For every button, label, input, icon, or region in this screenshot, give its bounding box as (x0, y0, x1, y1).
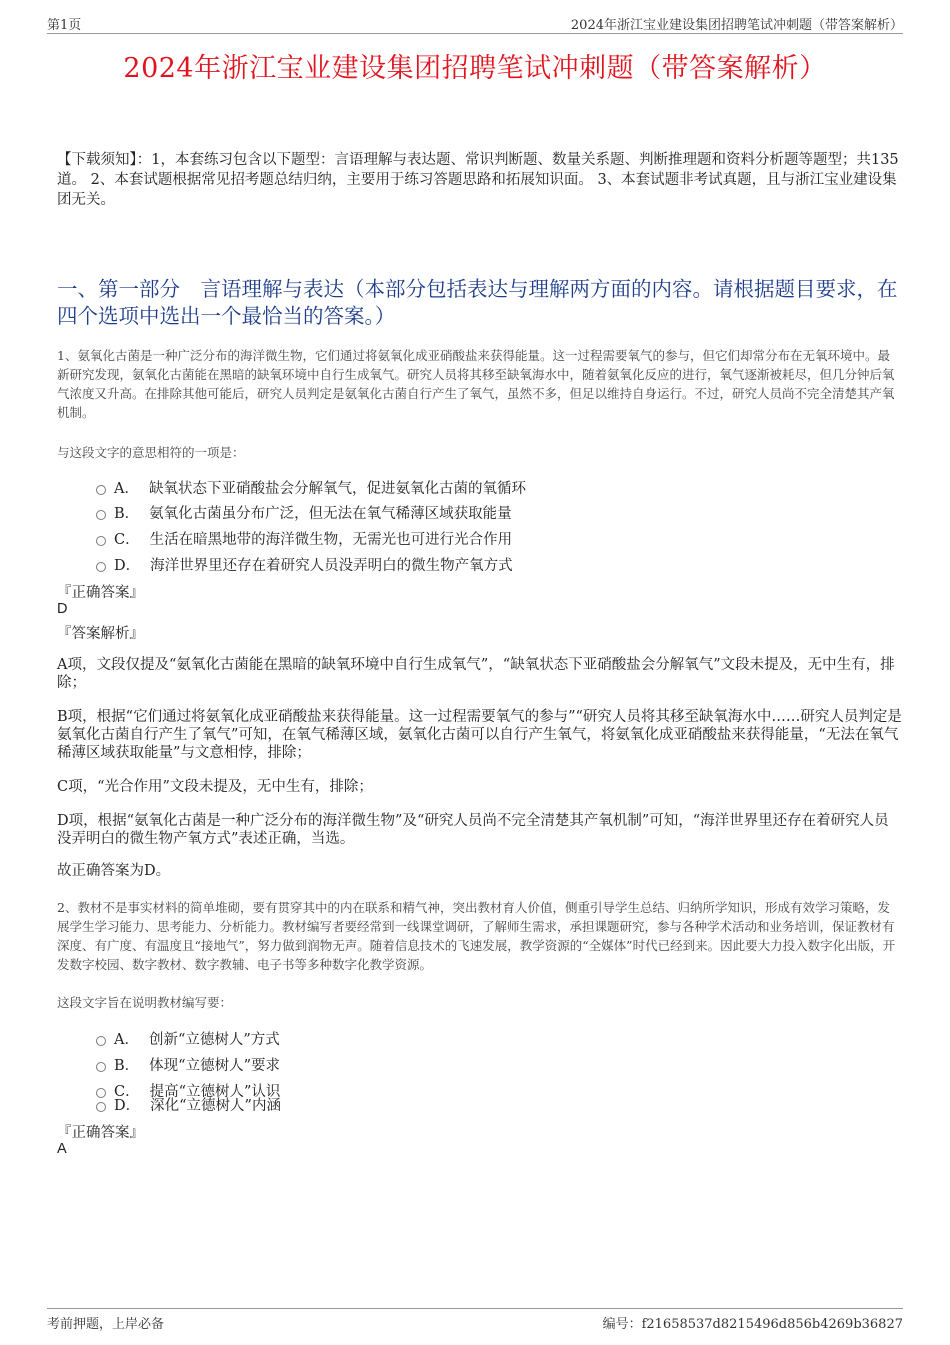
question-1-analysis-a: A项，文段仅提及“氨氧化古菌能在黑暗的缺氧环境中自行生成氧气”，“缺氧状态下亚硝酸盐会分解氧气”文段未提及，无中生有，排除； (57, 657, 895, 691)
question-1-answer: D (57, 601, 68, 617)
question-2-prompt: 这段文字旨在说明教材编写要： (57, 995, 233, 1010)
option-text: 海洋世界里还存在着研究人员没弄明白的微生物产氧方式 (150, 558, 513, 574)
footer-serial: 编号：f21658537d8215496d856b4269b36827 (602, 1317, 903, 1332)
question-1-conclusion: 故正确答案为D。 (57, 863, 171, 879)
option-letter: C． (114, 532, 140, 548)
question-2-option-b[interactable] (96, 1054, 280, 1075)
download-notice: 【下载须知】：1，本套练习包含以下题型：言语理解与表达题、常识判断题、数量关系题、判断推理题和资料分析题等题型；共135道。 2、本套试题根据常见招考题总结归纳，主要用于练习答题思路和拓展知识面。 3、本套试题非考试真题，且与浙江宝业建设集团无关。 (57, 152, 899, 208)
option-letter: D． (114, 558, 141, 574)
radio-icon[interactable] (96, 562, 106, 572)
radio-icon[interactable] (96, 1062, 106, 1072)
radio-icon[interactable] (96, 1102, 106, 1112)
option-letter: B． (114, 1058, 140, 1074)
header-page-number: 第1页 (47, 18, 82, 33)
option-letter: C． (114, 1084, 140, 1100)
question-1-answer-label: 『正确答案』 (57, 585, 144, 601)
option-text: 体现“立德树人”要求 (149, 1058, 280, 1074)
option-letter: A． (114, 481, 139, 497)
question-1-analysis-b: B项，根据“它们通过将氨氧化成亚硝酸盐来获得能量。这一过程需要氧气的参与”“研究人员将其移至缺氧海水中……研究人员判定是氨氧化古菌自行产生了氧气”可知，在氧气稀薄区域，氨氧化古菌可以自行产生氧气，将氨氧化成亚硝酸盐来获得能量，“无法在氧气稀薄区域获取能量”与文意相悖，排除； (57, 709, 902, 761)
question-2-option-a[interactable] (96, 1028, 280, 1049)
option-text: 氨氧化古菌虽分布广泛，但无法在氧气稀薄区域获取能量 (149, 506, 512, 522)
question-1-analysis-label: 『答案解析』 (57, 626, 144, 642)
page-title: 2024年浙江宝业建设集团招聘笔试冲刺题（带答案解析） (123, 53, 827, 84)
option-letter: A． (114, 1032, 139, 1048)
question-1-stem: 1、氨氧化古菌是一种广泛分布的海洋微生物，它们通过将氨氧化成亚硝酸盐来获得能量。这一过程需要氧气的参与，但它们却常分布在无氧环境中。最新研究发现，氨氧化古菌能在黑暗的缺氧环境中自行生成氧气。研究人员将其移至缺氧海水中，随着氨氧化反应的进行，氧气逐渐被耗尽，但几分钟后氧气浓度又升高。在排除其他可能后，研究人员判定是氨氧化古菌自行产生了氧气，虽然不多，但足以维持自身运行。不过，研究人员尚不完全清楚其产氧机制。 (57, 348, 895, 420)
option-text: 深化“立德树人”内涵 (150, 1098, 281, 1114)
section-heading: 一、第一部分 言语理解与表达（本部分包括表达与理解两方面的内容。请根据题目要求，在四个选项中选出一个最恰当的答案。） (57, 277, 898, 328)
question-2-answer-label: 『正确答案』 (57, 1125, 144, 1141)
question-1-option-a[interactable] (96, 477, 526, 498)
header-divider (47, 33, 903, 34)
option-text: 缺氧状态下亚硝酸盐会分解氧气，促进氨氧化古菌的氧循环 (148, 481, 526, 497)
question-1-prompt: 与这段文字的意思相符的一项是： (57, 445, 245, 460)
option-letter: D． (114, 1098, 141, 1114)
option-letter: B． (114, 506, 140, 522)
radio-icon[interactable] (96, 1036, 106, 1046)
footer-divider (47, 1308, 903, 1309)
question-1-option-c[interactable] (96, 528, 512, 549)
question-1-analysis-d: D项，根据“氨氧化古菌是一种广泛分布的海洋微生物”及“研究人员尚不完全清楚其产氧机制”可知，“海洋世界里还存在着研究人员没弄明白的微生物产氧方式”表述正确，当选。 (57, 813, 889, 847)
question-2-option-d[interactable] (96, 1094, 281, 1115)
question-2-answer: A (57, 1141, 67, 1157)
question-1-analysis-c: C项，“光合作用”文段未提及，无中生有，排除； (57, 779, 373, 795)
question-2-stem: 2、教材不是事实材料的简单堆砌，要有贯穿其中的内在联系和精气神，突出教材育人价值，侧重引导学生总结、归纳所学知识，形成有效学习策略，发展学生学习能力、思考能力、分析能力。教材编写者要经常到一线课堂调研，了解师生需求，承担课题研究，参与各种学术活动和业务培训，保证教材有深度、有广度、有温度且“接地气”，努力做到润物无声。随着信息技术的飞速发展，教学资源的“全媒体”时代已经到来。因此要大力投入数字化出版，开发数字校园、数字教材、数字教辅、电子书等多种数字化教学资源。 (57, 900, 896, 972)
radio-icon[interactable] (96, 510, 106, 520)
option-text: 生活在暗黑地带的海洋微生物，无需光也可进行光合作用 (149, 532, 513, 548)
question-1-option-b[interactable] (96, 502, 512, 523)
radio-icon[interactable] (96, 536, 106, 546)
radio-icon[interactable] (96, 485, 106, 495)
question-1-option-d[interactable] (96, 554, 513, 575)
header-doc-title: 2024年浙江宝业建设集团招聘笔试冲刺题（带答案解析） (570, 18, 903, 33)
option-text: 创新“立德树人”方式 (148, 1032, 280, 1048)
option-text: 提高“立德树人”认识 (149, 1084, 281, 1100)
footer-slogan: 考前押题，上岸必备 (47, 1317, 165, 1332)
